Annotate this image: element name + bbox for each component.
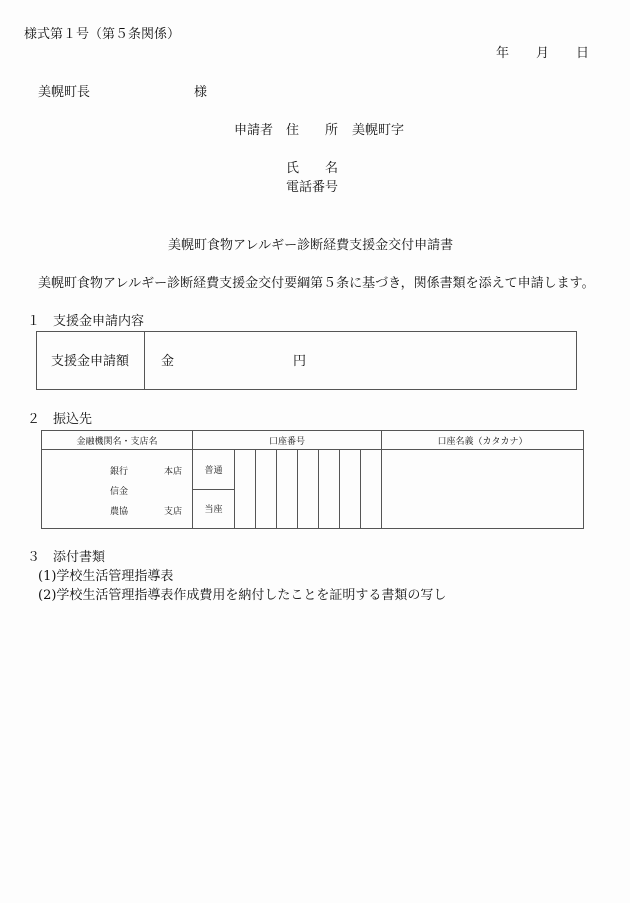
account-digit-4[interactable] (298, 450, 319, 529)
account-digit-3[interactable] (277, 450, 298, 529)
header-account-holder: 口座名義（カタカナ） (382, 431, 584, 450)
date-year: 年 (496, 46, 510, 61)
form-number: 様式第１号（第５条関係） (24, 27, 181, 42)
institution-cell[interactable] (42, 450, 193, 529)
bank-transfer-table (41, 430, 584, 529)
section2-heading: ２ 振込先 (27, 412, 93, 427)
header-account-number: 口座番号 (193, 431, 382, 450)
account-digit-7[interactable] (361, 450, 382, 529)
intro-text: 美幌町食物アレルギー診断経費支援金交付要綱第５条に基づき，関係書類を添えて申請します。 (38, 276, 595, 291)
header-institution: 金融機関名・支店名 (42, 431, 193, 450)
applicant-label: 申請者 (234, 123, 274, 138)
account-digit-5[interactable] (319, 450, 340, 529)
amount-prefix: 金 (161, 354, 175, 369)
application-amount-box (36, 331, 577, 390)
branch-type-branch: 支店 (164, 507, 183, 517)
date-month: 月 (536, 46, 550, 61)
address-value: 美幌町字 (352, 123, 405, 138)
section1-heading: １ 支援金申請内容 (27, 314, 145, 329)
institution-type-nokyo: 農協 (110, 507, 129, 517)
amount-suffix: 円 (293, 354, 307, 369)
account-digit-6[interactable] (340, 450, 361, 529)
account-holder-cell[interactable] (382, 450, 584, 529)
account-type-current: 当座 (193, 489, 235, 529)
address-label: 住 所 (286, 123, 339, 138)
section3-heading: ３ 添付書類 (27, 550, 106, 565)
account-type-ordinary: 普通 (193, 450, 235, 490)
branch-type-head: 本店 (164, 467, 183, 477)
amount-divider (144, 332, 145, 389)
date-day: 日 (576, 46, 590, 61)
attachment-item-1: (1)学校生活管理指導表 (38, 569, 174, 584)
account-digit-1[interactable] (235, 450, 256, 529)
attachment-item-2: (2)学校生活管理指導表作成費用を納付したことを証明する書類の写し (38, 588, 447, 603)
institution-type-bank: 銀行 (110, 467, 129, 477)
institution-type-shinkin: 信金 (110, 487, 129, 497)
phone-label: 電話番号 (286, 180, 339, 195)
name-label: 氏 名 (286, 161, 339, 176)
addressee-name: 美幌町長 (38, 85, 91, 100)
amount-label: 支援金申請額 (51, 354, 130, 369)
addressee-honorific: 様 (194, 85, 208, 100)
account-digit-2[interactable] (256, 450, 277, 529)
document-title: 美幌町食物アレルギー診断経費支援金交付申請書 (168, 238, 454, 253)
